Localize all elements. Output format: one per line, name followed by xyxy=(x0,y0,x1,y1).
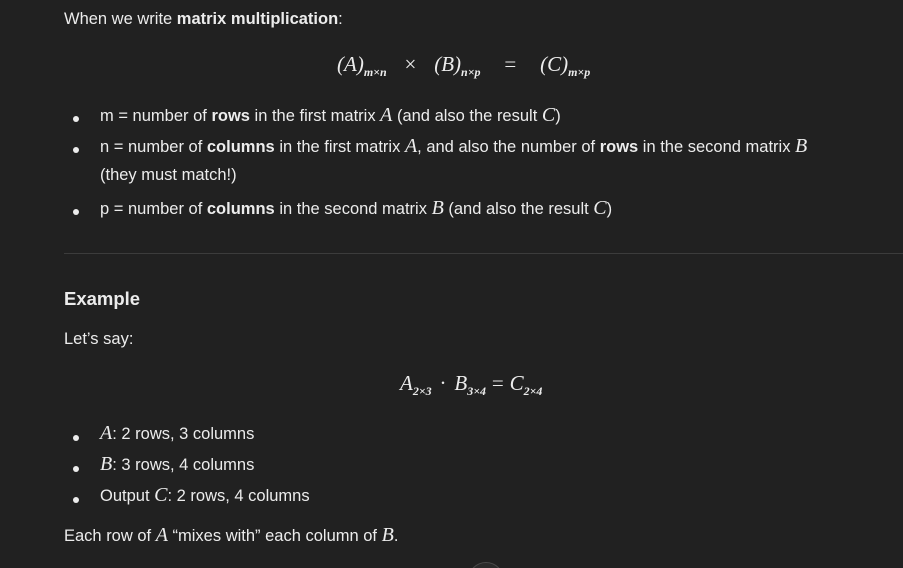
var-p: p xyxy=(100,200,110,218)
text: in the second matrix xyxy=(638,138,796,156)
formula2-c-sub: 2×4 xyxy=(523,384,543,398)
formula1-equals: = xyxy=(504,52,517,76)
formula-example xyxy=(400,371,542,396)
formula-matrix-dimensions xyxy=(337,52,590,77)
formula1-b-sub: n×p xyxy=(461,65,481,79)
example-heading: Example xyxy=(64,288,141,309)
math-var: B xyxy=(100,453,113,475)
var-m: m xyxy=(100,107,114,125)
math-var: C xyxy=(593,197,607,219)
bold-text: rows xyxy=(211,107,250,125)
text: ) xyxy=(606,200,613,218)
bullet-dot xyxy=(73,435,79,441)
text: = number of xyxy=(109,200,207,218)
var-n: n xyxy=(100,138,110,156)
bullet-dot xyxy=(73,116,79,122)
formula2-a: A xyxy=(400,371,413,395)
scroll-down-button[interactable] xyxy=(468,562,504,568)
formula1-a: (A) xyxy=(337,52,364,76)
text: ) xyxy=(555,107,561,125)
text: (and also the result xyxy=(392,107,542,125)
intro-text: When we write xyxy=(64,10,177,28)
lets-say-text: Let’s say: xyxy=(64,330,134,348)
text: Each row of xyxy=(64,527,156,545)
text: in the second matrix xyxy=(274,200,432,218)
text: , and also the number of xyxy=(417,138,600,156)
formula1-c: (C) xyxy=(540,52,569,76)
formula1-times: × xyxy=(404,52,417,76)
formula2-b-sub: 3×4 xyxy=(467,384,487,398)
list-item-c xyxy=(100,484,310,507)
closing-paragraph xyxy=(64,524,398,547)
list-item-n xyxy=(100,135,807,158)
math-var: B xyxy=(431,197,444,219)
math-var: C xyxy=(154,484,168,506)
list-item-n-continuation: (they must match!) xyxy=(100,166,237,184)
formula2-dot: · xyxy=(439,371,447,395)
intro-suffix: : xyxy=(338,10,343,28)
formula1-a-sub: m×n xyxy=(363,65,387,79)
bullet-dot xyxy=(73,209,79,215)
text: : 2 rows, 4 columns xyxy=(167,487,310,505)
text: Output xyxy=(100,487,155,505)
bold-text: rows xyxy=(599,138,639,156)
formula2-c: C xyxy=(509,371,524,395)
text: = number of xyxy=(109,138,207,156)
math-var: A xyxy=(155,524,168,546)
math-var: A xyxy=(100,422,113,444)
math-var: C xyxy=(541,104,556,126)
list-item-p xyxy=(100,197,612,220)
math-var: B xyxy=(795,135,808,157)
bold-text: columns xyxy=(206,200,275,218)
intro-bold: matrix multiplication xyxy=(176,10,339,28)
math-var: A xyxy=(380,104,393,126)
text: in the first matrix xyxy=(274,138,405,156)
list-item-a xyxy=(100,422,254,445)
horizontal-divider xyxy=(64,253,903,254)
formula2-equals: = xyxy=(491,371,504,395)
bullet-dot xyxy=(73,497,79,503)
intro-paragraph xyxy=(64,10,343,29)
list-item-m xyxy=(100,104,561,127)
bold-text: columns xyxy=(206,138,275,156)
text: (and also the result xyxy=(443,200,594,218)
text: “mixes with” each column of xyxy=(167,527,382,545)
formula1-c-sub: m×p xyxy=(568,65,591,79)
formula2-a-sub: 2×3 xyxy=(412,384,432,398)
text: : 3 rows, 4 columns xyxy=(112,456,255,474)
formula2-b: B xyxy=(454,371,468,395)
text: . xyxy=(393,527,399,545)
math-var: A xyxy=(404,135,418,157)
formula1-b: (B) xyxy=(434,52,462,76)
text: = number of xyxy=(113,107,212,125)
bullet-dot xyxy=(73,147,79,153)
math-var: B xyxy=(381,524,394,546)
bullet-dot xyxy=(73,466,79,472)
text: in the first matrix xyxy=(249,107,381,125)
text: : 2 rows, 3 columns xyxy=(112,425,255,443)
list-item-b xyxy=(100,453,254,476)
